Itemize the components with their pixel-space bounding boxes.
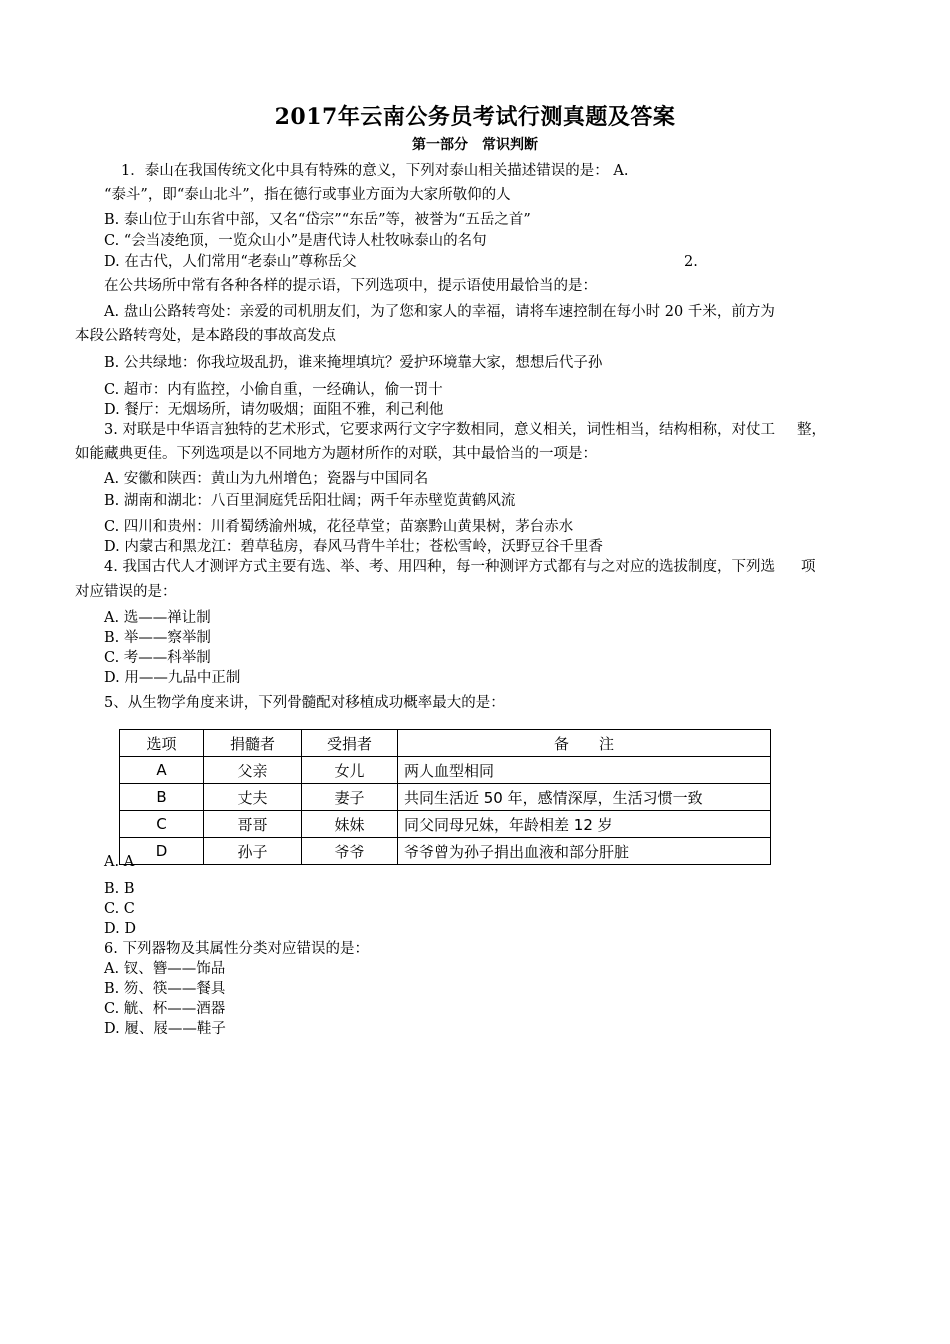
q4-stem-line1-end: 项: [800, 559, 816, 575]
q4-stem-line1-text: 4. 我国古代人才测评方式主要有选、举、考、用四种，每一种测评方式都有与之对应的选拔制度，下列选: [104, 559, 775, 575]
table-cell: 孙子: [204, 838, 302, 865]
table-cell: B: [120, 784, 204, 811]
q1-stem-text: 1．泰山在我国传统文化中具有特殊的意义，下列对泰山相关描述错误的是：: [121, 163, 609, 179]
q5-stem: 5、从生物学角度来讲，下列骨髓配对移植成功概率最大的是：: [104, 695, 505, 711]
q2-option-b: B. 公共绿地：你我垃圾乱扔，谁来掩埋填坑？爱护环境靠大家，想想后代子孙: [104, 355, 603, 371]
q4-option-b: B. 举——察举制: [104, 630, 211, 646]
table-header-cell: 受捐者: [302, 730, 398, 757]
q1-option-b: B. 泰山位于山东省中部，又名“岱宗”“东岳”等，被誉为“五岳之首”: [104, 212, 531, 228]
q2-option-c: C. 超市：内有监控，小偷自重，一经确认，偷一罚十: [104, 382, 443, 398]
table-cell: 女儿: [302, 757, 398, 784]
table-row: [120, 811, 771, 838]
q3-stem-line1: [104, 420, 826, 440]
q2-option-a-line1: A. 盘山公路转弯处：亲爱的司机朋友们，为了您和家人的幸福，请将车速控制在每小时 20 千米，前方为: [104, 304, 775, 320]
q2-stem: 在公共场所中常有各种各样的提示语，下列选项中，提示语使用最恰当的是：: [104, 278, 597, 294]
table-cell: 两人血型相同: [398, 757, 771, 784]
table-cell: 同父同母兄妹，年龄相差 12 岁: [398, 811, 771, 838]
q6-option-a: A. 钗、簪——饰品: [104, 961, 226, 977]
q2-number: 2.: [684, 254, 698, 270]
q4-option-d: D. 用——九品中正制: [104, 670, 241, 686]
q3-stem-line1-text: 3. 对联是中华语言独特的艺术形式，它要求两行文字字数相同，意义相关，词性相当，结构相称，对仗工: [104, 422, 775, 438]
q4-option-a: A. 选——禅让制: [104, 610, 211, 626]
q3-option-b: B. 湖南和湖北：八百里洞庭凭岳阳壮阔；两千年赤壁览黄鹤风流: [104, 493, 516, 509]
table-cell: 妹妹: [302, 811, 398, 838]
q6-stem: 6. 下列器物及其属性分类对应错误的是：: [104, 941, 369, 957]
q5-option-a: A. A: [104, 854, 135, 870]
q1-option-a-label: A.: [613, 163, 629, 179]
table-cell: D: [120, 838, 204, 865]
section-heading: 第一部分 常识判断: [412, 137, 538, 153]
table-row: [120, 784, 771, 811]
q4-stem-line2: 对应错误的是：: [75, 584, 177, 600]
q3-option-d: D. 内蒙古和黑龙江：碧草毡房，春风马背牛羊壮；苍松雪岭，沃野豆谷千里香: [104, 539, 603, 555]
table-cell: C: [120, 811, 204, 838]
table-cell: 丈夫: [204, 784, 302, 811]
q3-option-c: C. 四川和贵州：川肴蜀绣渝州城，花径草堂；苗寨黔山黄果树，茅台赤水: [104, 519, 574, 535]
q5-option-c: C. C: [104, 901, 135, 917]
q5-option-d: D. D: [104, 921, 136, 937]
table-header-cell: 捐髓者: [204, 730, 302, 757]
table-header-cell: 选项: [120, 730, 204, 757]
table-cell: A: [120, 757, 204, 784]
q6-option-b: B. 笏、筷——餐具: [104, 981, 226, 997]
table-row: [120, 757, 771, 784]
q1-stem: [121, 161, 628, 181]
table-row: [120, 838, 771, 865]
q6-option-d: D. 履、屐——鞋子: [104, 1021, 226, 1037]
table-cell: 哥哥: [204, 811, 302, 838]
table-header-cell: 备 注: [398, 730, 771, 757]
q1-option-d: D. 在古代，人们常用“老泰山”尊称岳父: [104, 254, 357, 270]
table-cell: 父亲: [204, 757, 302, 784]
table-header-row: [120, 730, 771, 757]
q5-option-b: B. B: [104, 881, 135, 897]
q1-option-c: C. “会当凌绝顶，一览众山小”是唐代诗人杜牧咏泰山的名句: [104, 233, 487, 249]
q4-stem-line1: [104, 557, 815, 577]
q5-options-table: [119, 729, 771, 865]
q2-option-a-line2: 本段公路转弯处，是本路段的事故高发点: [75, 328, 336, 344]
table-cell: 妻子: [302, 784, 398, 811]
q3-stem-line2: 如能藏典更佳。下列选项是以不同地方为题材所作的对联，其中最恰当的一项是：: [75, 446, 597, 462]
table-cell: 爷爷: [302, 838, 398, 865]
table-cell: 爷爷曾为孙子捐出血液和部分肝脏: [398, 838, 771, 865]
q1-option-a: “泰斗”，即“泰山北斗”，指在德行或事业方面为大家所敬仰的人: [104, 187, 511, 203]
table-cell: 共同生活近 50 年，感情深厚，生活习惯一致: [398, 784, 771, 811]
document-title: 2017年云南公务员考试行测真题及答案: [274, 104, 676, 130]
q2-option-d: D. 餐厅：无烟场所，请勿吸烟；面阻不雅，利己利他: [104, 402, 444, 418]
q6-option-c: C. 觥、杯——酒器: [104, 1001, 226, 1017]
q3-stem-line1-end: 整，: [796, 422, 826, 438]
q3-option-a: A. 安徽和陕西：黄山为九州增色；瓷器与中国同名: [104, 471, 429, 487]
q4-option-c: C. 考——科举制: [104, 650, 211, 666]
